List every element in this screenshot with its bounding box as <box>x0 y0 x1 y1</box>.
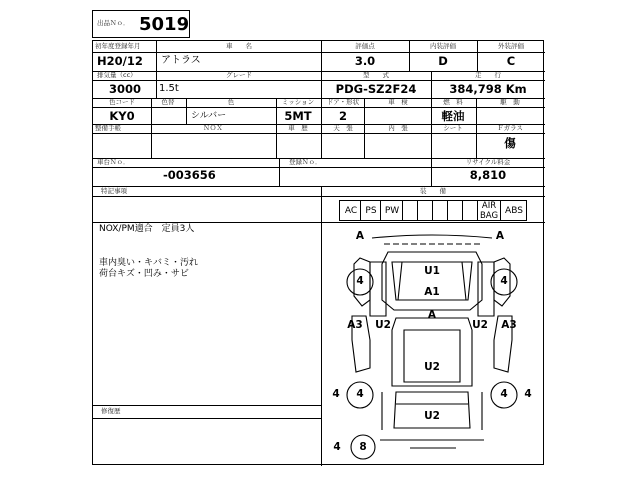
interior-trim-header: 内 張 <box>388 124 408 132</box>
equipment-airbag: AIR BAG <box>478 200 501 221</box>
mark-tire-fr: 4 <box>500 275 508 287</box>
doors-header: ドア・形状 <box>326 98 360 106</box>
car-name-header: 車 名 <box>226 42 252 50</box>
exterior-header: 外装評価 <box>498 42 524 50</box>
mark-outer-rr: 4 <box>524 388 532 400</box>
equipment-abs: ABS <box>501 200 527 221</box>
mark-spare-left: 4 <box>333 441 341 453</box>
mark-pillar-left: U2 <box>375 319 391 331</box>
mark-center: A <box>427 309 437 321</box>
first-reg-value: H20/12 <box>97 54 143 68</box>
equipment-header: 装 備 <box>420 187 446 195</box>
mark-front-right: A <box>495 230 505 242</box>
notes-header: 特記事項 <box>101 187 127 195</box>
equipment-pw: PW <box>381 200 403 221</box>
recycle-value: 8,810 <box>469 168 507 182</box>
maintenance-header: 整備手帳 <box>95 124 121 132</box>
model-value: PDG-SZ2F24 <box>335 82 417 96</box>
inspection-header: 車 歴 <box>288 124 308 132</box>
mark-side-right: A3 <box>501 319 517 331</box>
fuel-header: 燃 料 <box>443 98 463 106</box>
grade-score-value: 3.0 <box>354 54 376 68</box>
notes-line-2: 車内臭い・キバミ・汚れ <box>99 258 199 268</box>
seat-header: シート <box>443 124 463 132</box>
color-header: 色 <box>227 98 235 106</box>
equipment-ps: PS <box>361 200 381 221</box>
auction-sheet <box>92 40 544 465</box>
notes-line-1: NOX/PM適合 定員3人 <box>99 224 195 234</box>
lot-number: 5019 <box>139 14 190 35</box>
interior-value: D <box>438 54 448 68</box>
model-header: 型 式 <box>363 71 389 79</box>
color-code-value: KY0 <box>109 109 135 123</box>
mark-tail: U2 <box>424 410 440 422</box>
mark-outer-rl: 4 <box>332 388 340 400</box>
drive-header: 駆 動 <box>500 98 520 106</box>
mark-roof: U1 <box>424 265 440 277</box>
equipment-blank-5 <box>463 200 478 221</box>
displacement-value: 3000 <box>109 82 142 96</box>
first-reg-header: 初年度登録年月 <box>95 42 141 50</box>
mark-hood: A1 <box>424 286 440 298</box>
nox-header: ＮＯＸ <box>203 124 223 132</box>
displacement-header: 排気量（cc） <box>97 71 137 79</box>
equipment-blank-2 <box>418 200 433 221</box>
reg-no-header: 登録Ｎｏ． <box>289 158 322 166</box>
mark-tire-rl: 4 <box>356 388 364 400</box>
color-code-header: 色コード <box>109 98 135 106</box>
exterior-value: C <box>506 54 516 68</box>
fuel-value: 軽油 <box>441 109 465 123</box>
chassis-header: 車台Ｎｏ． <box>97 158 130 166</box>
mileage-header: 走 行 <box>475 71 501 79</box>
equipment-blank-3 <box>433 200 448 221</box>
doors-value: 2 <box>338 109 348 123</box>
transmission-value: 5MT <box>284 109 312 123</box>
grade-score-header: 評価点 <box>355 42 375 50</box>
equipment-blank-1 <box>403 200 418 221</box>
mark-bed: U2 <box>424 361 440 373</box>
mark-tire-fl: 4 <box>356 275 364 287</box>
mark-tire-rr: 4 <box>500 388 508 400</box>
transmission-header: ミッション <box>281 98 315 106</box>
color-type-header: 色替 <box>161 98 175 106</box>
capacity-header: 車 検 <box>388 98 408 106</box>
lot-number-box <box>92 10 190 38</box>
equipment-row <box>321 200 545 221</box>
sunroof-header: 天 張 <box>333 124 353 132</box>
recycle-header: リサイクル料金 <box>465 158 511 166</box>
mark-front-left: A <box>355 230 365 242</box>
equipment-blank-4 <box>448 200 463 221</box>
interior-header: 内装評価 <box>430 42 456 50</box>
chassis-value: -003656 <box>163 168 216 182</box>
mark-side-left: A3 <box>347 319 363 331</box>
f-glass-header: Ｆガラス <box>497 124 523 132</box>
mark-pillar-right: U2 <box>472 319 488 331</box>
mileage-value: 384,798 Km <box>449 82 527 96</box>
notes-line-3: 荷台キズ・凹み・サビ <box>99 269 189 279</box>
car-name-value: アトラス <box>161 55 201 66</box>
grade-header: グレード <box>226 71 252 79</box>
color-value: シルバー <box>191 111 227 121</box>
f-glass-value: 傷 <box>504 136 516 150</box>
equipment-ac: AC <box>339 200 361 221</box>
mark-spare: 8 <box>359 441 367 453</box>
repair-header: 修復歴 <box>101 407 121 415</box>
lot-number-label: 出品Ｎｏ． <box>97 19 130 27</box>
grade-value: 1.5t <box>159 83 179 94</box>
